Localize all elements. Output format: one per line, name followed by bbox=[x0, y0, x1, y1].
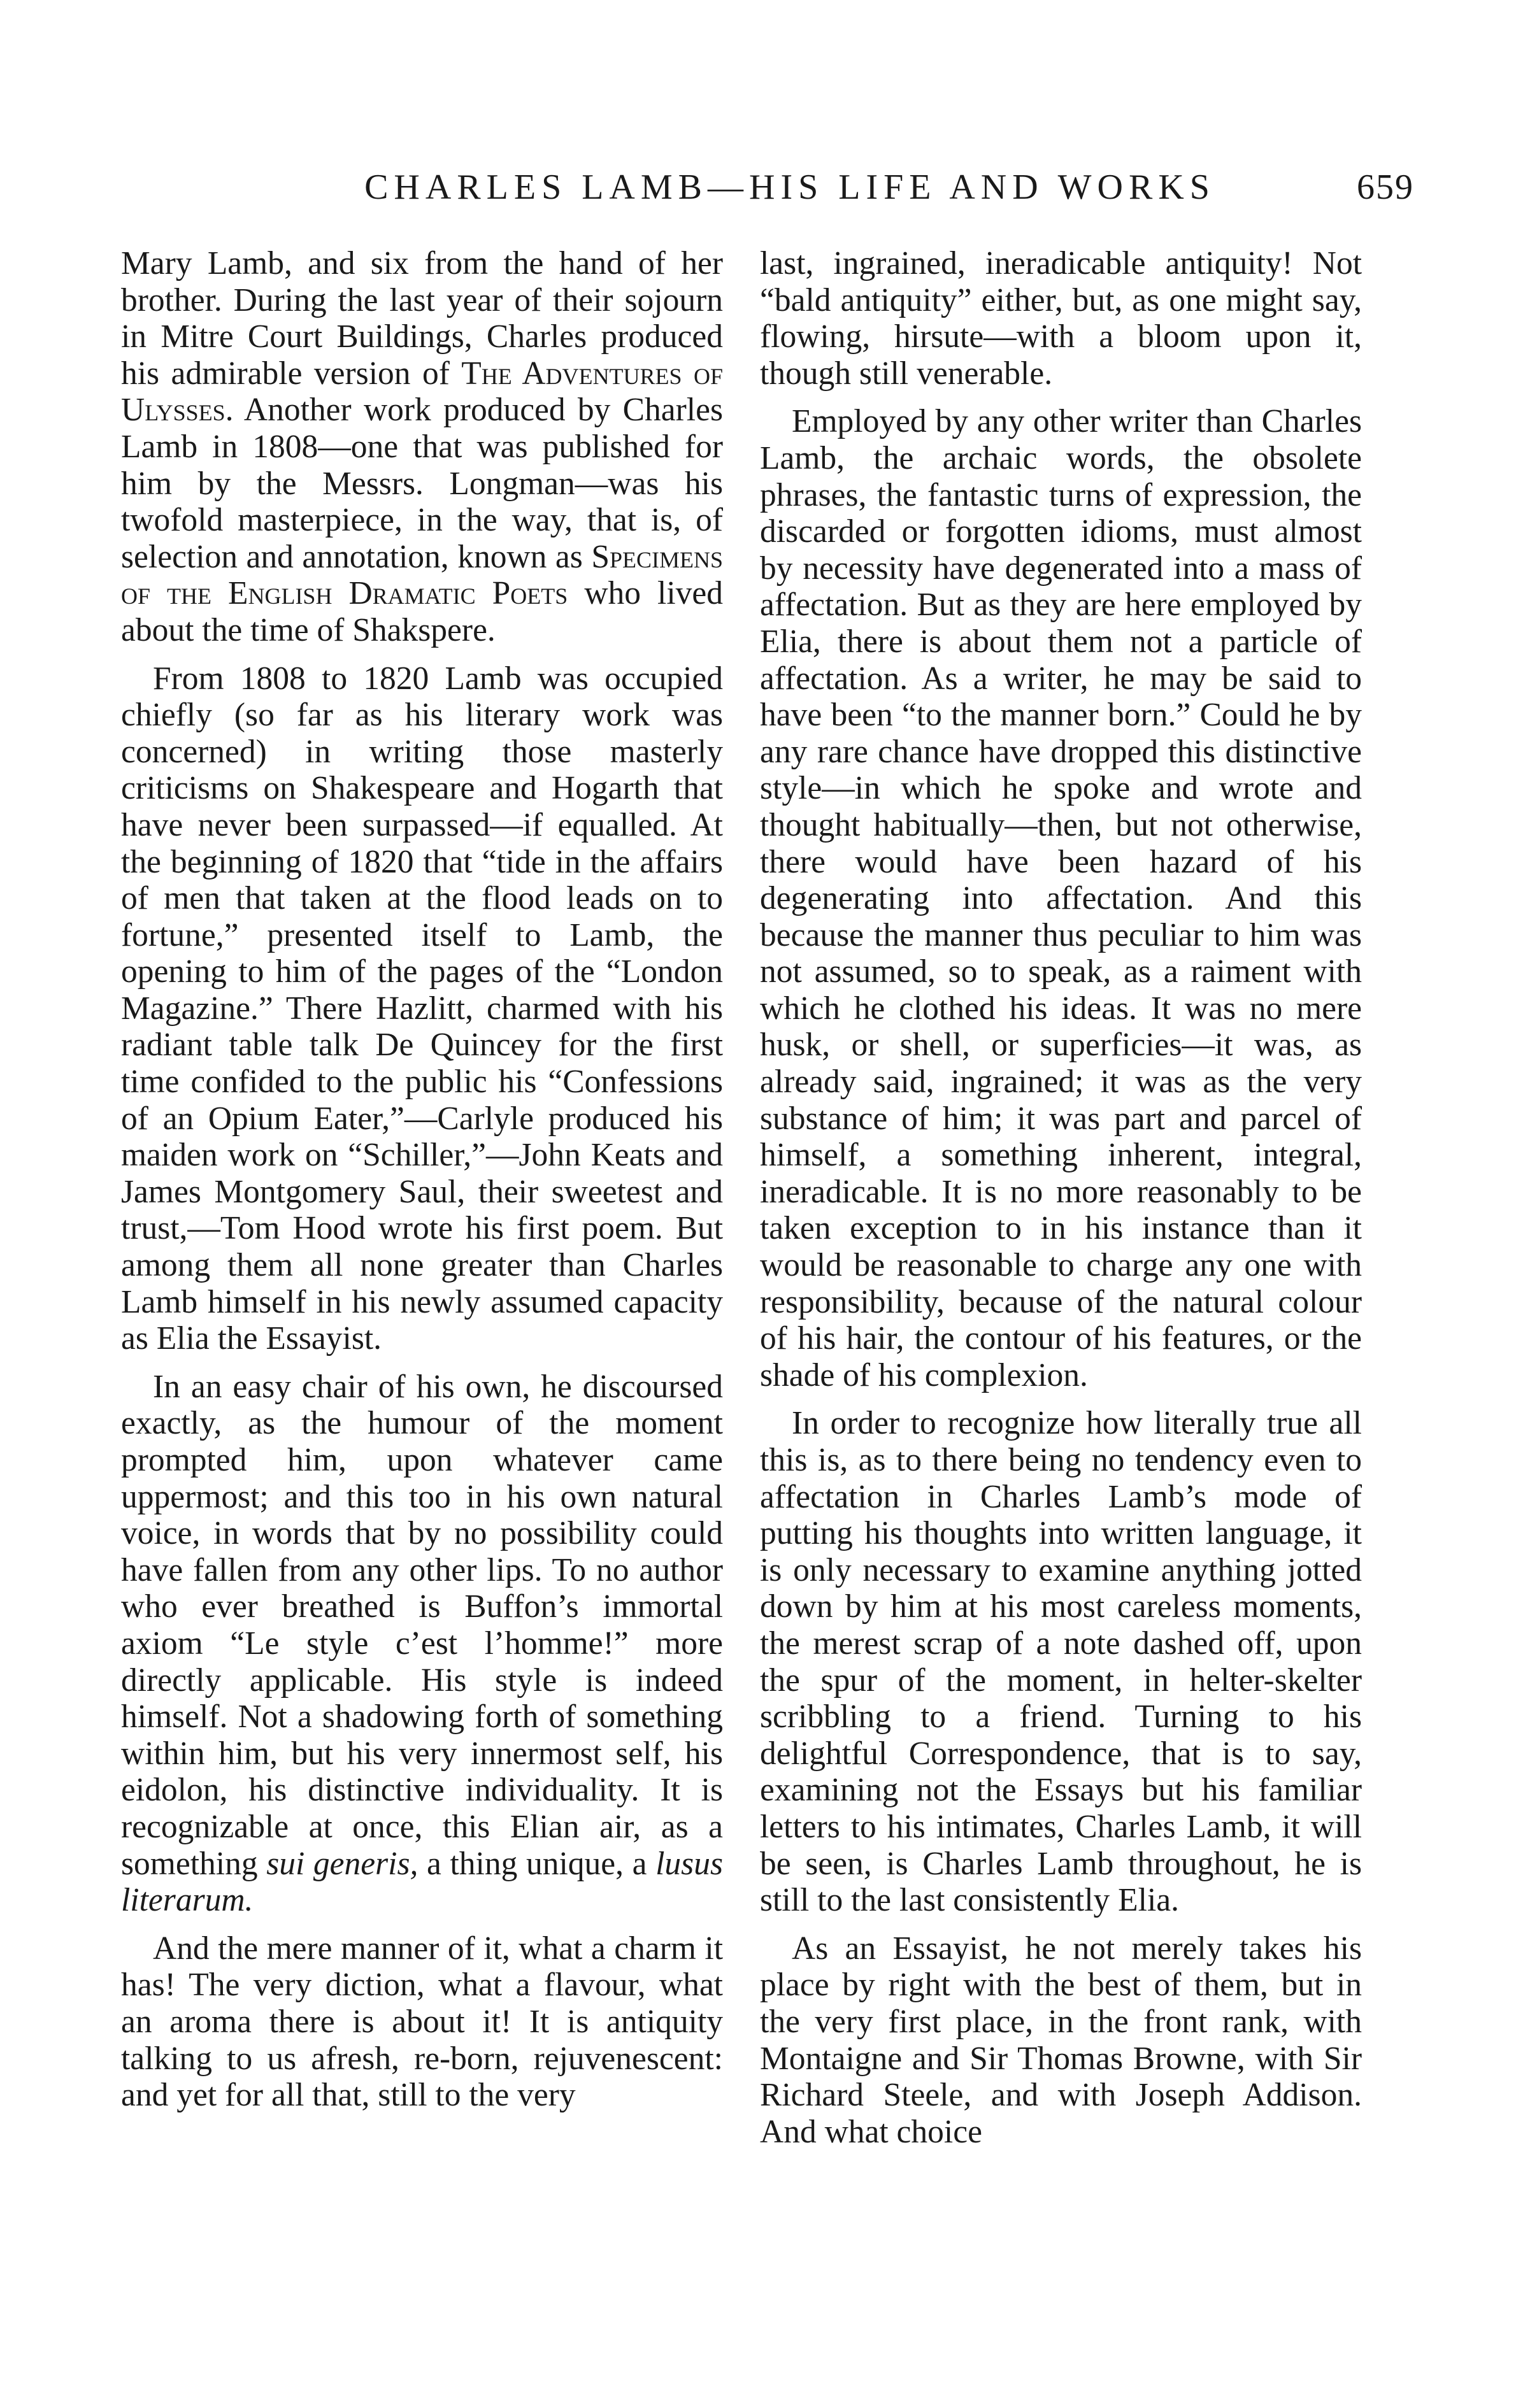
paragraph: In order to recognize how literally true all this is, as to there being no tendency even to affectation in Charles Lamb’s mode of putting his thoughts into written language, it is only necessary to examine anything jotted down by him at his most careless moments, the merest scrap of a note dashed off, upon the spur of the moment, in helter-skelter scribbling to a friend. Turning to his delightful Correspondence, that is to say, examining not the Essays but his familiar letters to his intimates, Charles Lamb, it will be seen, is Charles Lamb throughout, he is still to the last consistently Elia. bbox=[760, 1405, 1362, 1919]
book-title-specimens: Specimens of the English Dramatic Poets bbox=[121, 538, 723, 612]
right-column bbox=[760, 245, 1362, 2162]
paragraph bbox=[121, 1369, 723, 1919]
running-head bbox=[223, 167, 1414, 224]
italic-phrase: lusus literarum. bbox=[121, 1845, 724, 1919]
paragraph: As an Essayist, he not merely takes his place by right with the best of them, but in the very first place, in the front rank, with Montaigne and Sir Thomas Browne, with Sir Richard Steele, and with Joseph Addison. And what choice bbox=[760, 1930, 1362, 2150]
running-title: CHARLES LAMB—HIS LIFE AND WORKS bbox=[364, 167, 1215, 207]
left-column bbox=[121, 245, 723, 2125]
book-title-ulysses: The Adventures of Ulysses bbox=[121, 355, 723, 429]
text-run: In an easy chair of his own, he discoursed exactly, as the humour of the moment prompted him, upon whatever came uppermost; and this too in his own natural voice, in words that by no possibility could have fallen from any other lips. To no author who ever breathed is Buffon’s immortal axiom “Le style c’est l’homme!” more directly applicable. His style is indeed himself. Not a shadowing forth of something within him, but his very innermost self, his eidolon, his distinctive individuality. It is recognizable at once, this Elian air, as a something bbox=[121, 1368, 723, 1882]
text-run: Mary Lamb, and six from the hand of her brother. During the last year of their sojourn in Mitre Court Buildings, Charles produced his admirable version of bbox=[121, 245, 723, 392]
paragraph: Employed by any other writer than Charles Lamb, the archaic words, the obsolete phrases, the fantastic turns of expression, the discarded or forgotten idioms, must almost by necessity have degenerated into a mass of affectation. But as they are here employed by Elia, there is about them not a particle of affectation. As a writer, he may be said to have been “to the manner born.” Could he by any rare chance have dropped this distinctive style—in which he spoke and wrote and thought habitually—then, but not otherwise, there would have been hazard of his degenerating into affectation. And this because the manner thus peculiar to him was not assumed, so to speak, as a raiment with which he clothed his ideas. It was no mere husk, or shell, or superficies—it was, as already said, ingrained; it was as the very substance of him; it was part and parcel of himself, a something inherent, integral, ineradicable. It is no more reasonably to be taken exception to in his instance than it would be reasonable to charge any one with responsibility, because of the natural colour of his hair, the contour of his features, or the shade of his complexion. bbox=[760, 403, 1362, 1393]
text-run: a thing unique, a bbox=[418, 1845, 656, 1882]
text-run: . Another work produced by Charles Lamb in 1808—one that was published for him by the Messrs. Longman—was his twofold masterpiece, in the way, that is, of selection and annotation, known as bbox=[121, 392, 723, 575]
paragraph-continued bbox=[121, 245, 723, 649]
paragraph: And the mere manner of it, what a charm it has! The very diction, what a flavour, what an aroma there is about it! It is antiquity talking to us afresh, re-born, rejuvenescent: and yet for all that, still to the very bbox=[121, 1930, 723, 2114]
italic-phrase: sui generis, bbox=[266, 1845, 418, 1882]
page-number: 659 bbox=[1357, 167, 1414, 207]
paragraph-continued: last, ingrained, ineradicable antiquity! Not “bald antiquity” either, but, as one might say, flowing, hirsute—with a bloom upon it, though still venerable. bbox=[760, 245, 1362, 392]
text-run: who lived about the time of Shakspere. bbox=[121, 575, 723, 648]
paragraph: From 1808 to 1820 Lamb was occupied chiefly (so far as his literary work was concerned) in writing those masterly criticisms on Shakespeare and Hogarth that have never been surpassed—if equalled. At the beginning of 1820 that “tide in the affairs of men that taken at the flood leads on to fortune,” presented itself to Lamb, the opening to him of the pages of the “London Magazine.” There Hazlitt, charmed with his radiant table talk De Quincey for the first time confided to the public his “Confessions of an Opium Eater,”—Carlyle produced his maiden work on “Schiller,”—John Keats and James Montgomery Saul, their sweetest and trust,—Tom Hood wrote his first poem. But among them all none greater than Charles Lamb himself in his newly assumed capacity as Elia the Essayist. bbox=[121, 660, 723, 1357]
